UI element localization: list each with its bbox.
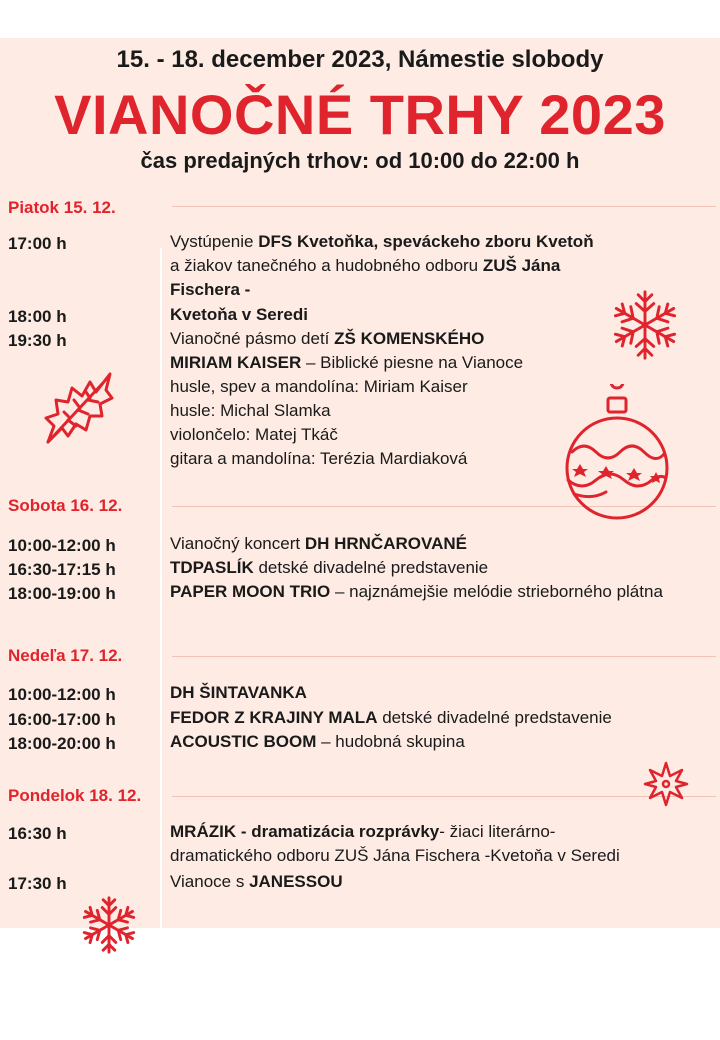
description-line: [170, 706, 612, 730]
description-line: [170, 375, 523, 399]
divider: [172, 206, 716, 207]
bold-text: PAPER MOON TRIO: [170, 582, 331, 601]
description-line: [170, 532, 467, 556]
event-description: [170, 303, 308, 327]
event-description: [170, 327, 523, 471]
description-line: [170, 681, 307, 705]
bold-text: Fischera -: [170, 280, 251, 299]
bold-text: TDPASLÍK: [170, 558, 254, 577]
event-description: [170, 730, 465, 754]
bold-text: ZŠ KOMENSKÉHO: [334, 329, 485, 348]
text: husle, spev a mandolína: Miriam Kaiser: [170, 377, 468, 396]
bold-text: DH ŠINTAVANKA: [170, 683, 307, 702]
opening-hours: čas predajných trhov: od 10:00 do 22:00 h: [140, 148, 580, 173]
text: Vianočné pásmo detí: [170, 329, 335, 348]
event-description: [170, 681, 307, 705]
event-time: 10:00-12:00 h: [8, 685, 116, 704]
description-line: [170, 447, 523, 471]
snowflake-icon: [78, 894, 140, 956]
event-description: [170, 706, 612, 730]
snowflake-star-icon: [642, 760, 690, 808]
text: detské divadelné predstavenie: [253, 558, 489, 577]
page-title: VIANOČNÉ TRHY 2023: [54, 83, 666, 146]
event-time: 16:30-17:15 h: [8, 560, 116, 579]
event-date-line: 15. - 18. december 2023, Námestie slobody: [116, 46, 604, 73]
event-time: 18:00-19:00 h: [8, 584, 116, 603]
event-time: 18:00 h: [8, 307, 67, 326]
bold-text: ACOUSTIC BOOM: [170, 732, 317, 751]
day-label: Sobota 16. 12.: [8, 496, 123, 515]
bold-text: MIRIAM KAISER: [170, 353, 302, 372]
bold-text: DFS Kvetoňka, speváckeho zboru Kvetoň: [258, 232, 594, 251]
text: husle: Michal Slamka: [170, 401, 331, 420]
bold-text: ZUŠ Jána: [482, 256, 561, 275]
description-line: [170, 254, 594, 278]
text: Vianoce s: [170, 872, 250, 891]
description-line: [170, 351, 523, 375]
divider-vertical: [160, 248, 162, 954]
event-description: [170, 820, 620, 868]
day-label: Pondelok 18. 12.: [8, 786, 142, 805]
event-time: 16:30 h: [8, 824, 67, 843]
text: detské divadelné predstavenie: [377, 708, 612, 727]
text: – najznámejšie melódie strieborného plátna: [330, 582, 663, 601]
text: a žiakov tanečného a hudobného odboru: [170, 256, 483, 275]
event-description: [170, 580, 663, 604]
ornament-ball-icon: [562, 384, 672, 526]
description-line: [170, 556, 488, 580]
event-time: 18:00-20:00 h: [8, 734, 116, 753]
text: Vianočný koncert: [170, 534, 305, 553]
description-line: [170, 399, 523, 423]
divider: [172, 656, 716, 657]
event-description: [170, 532, 467, 556]
divider: [172, 796, 716, 797]
text: dramatického odboru ZUŠ Jána Fischera -Kvetoňa v Seredi: [170, 846, 620, 865]
description-line: [170, 423, 523, 447]
event-description: [170, 870, 343, 894]
bold-text: JANESSOU: [249, 872, 343, 891]
poster: [0, 38, 720, 928]
bold-text: DH HRNČAROVANÉ: [304, 534, 467, 553]
description-line: [170, 303, 308, 327]
day-label: Nedeľa 17. 12.: [8, 646, 123, 665]
description-line: [170, 230, 594, 254]
event-description: [170, 556, 488, 580]
text: – Biblické piesne na Vianoce: [301, 353, 524, 372]
event-time: 17:00 h: [8, 234, 67, 253]
bold-text: FEDOR Z KRAJINY MALA: [170, 708, 378, 727]
text: - žiaci literárno-: [439, 822, 556, 841]
event-time: 17:30 h: [8, 874, 67, 893]
description-line: [170, 844, 620, 868]
description-line: [170, 730, 465, 754]
description-line: [170, 327, 523, 351]
text: – hudobná skupina: [316, 732, 465, 751]
description-line: [170, 870, 343, 894]
description-line: [170, 580, 663, 604]
text: Vystúpenie: [170, 232, 259, 251]
text: violončelo: Matej Tkáč: [170, 425, 338, 444]
day-label: Piatok 15. 12.: [8, 198, 116, 217]
event-time: 16:00-17:00 h: [8, 710, 116, 729]
description-line: [170, 278, 594, 302]
bold-text: Kvetoňa v Seredi: [170, 305, 308, 324]
description-line: [170, 820, 620, 844]
holly-leaf-icon: [40, 368, 116, 448]
event-description: [170, 230, 594, 302]
text: gitara a mandolína: Terézia Mardiaková: [170, 449, 468, 468]
bold-text: MRÁZIK - dramatizácia rozprávky: [170, 822, 440, 841]
event-time: 19:30 h: [8, 331, 67, 350]
snowflake-icon: [606, 286, 684, 364]
event-time: 10:00-12:00 h: [8, 536, 116, 555]
